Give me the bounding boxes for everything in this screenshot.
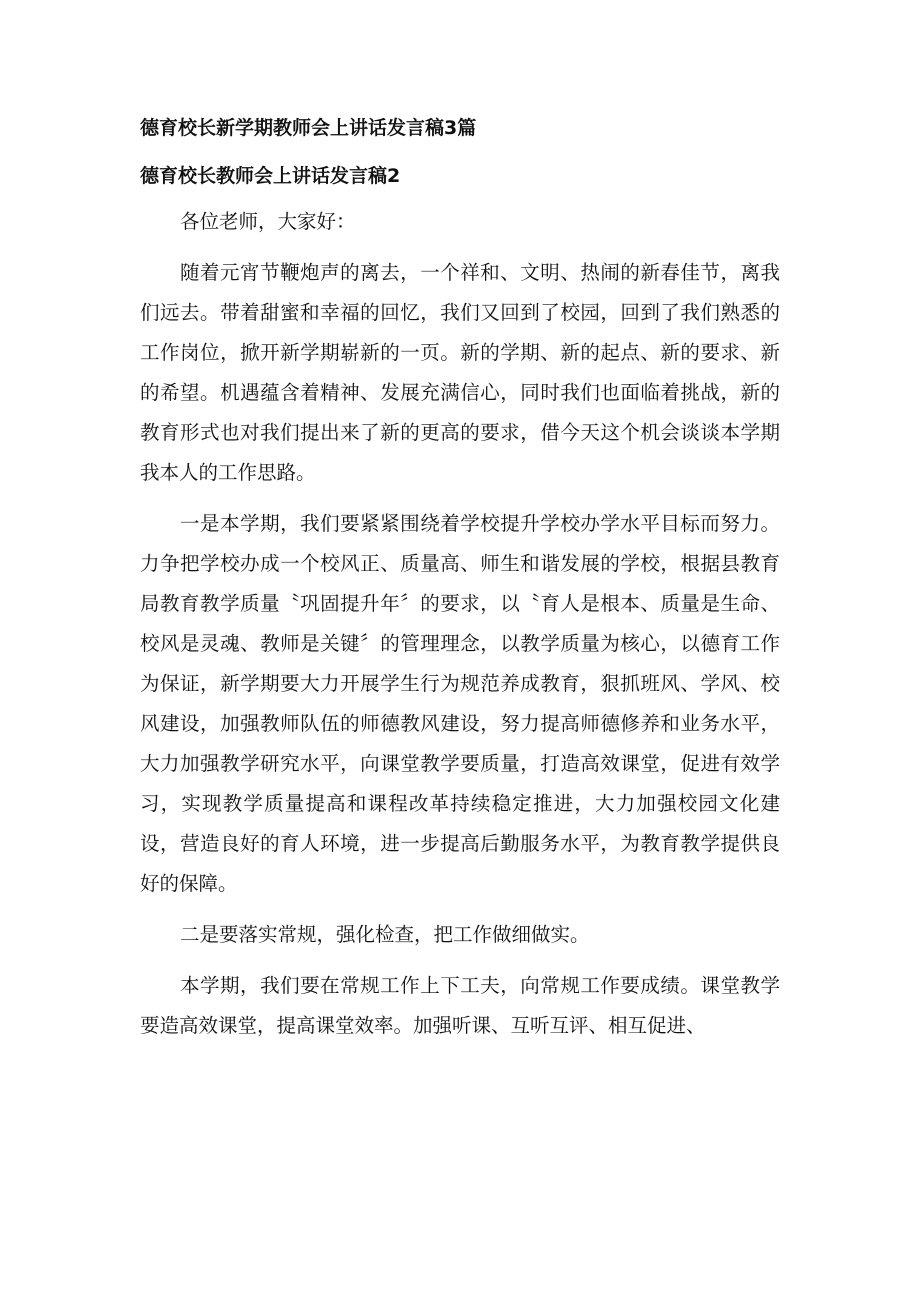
- document-body: [140, 114, 780, 1057]
- paragraph-point-two: 二是要落实常规，强化检查，把工作做细做实。: [180, 923, 590, 946]
- paragraph-routine-work: 本学期，我们要在常规工作上下工夫，向常规工作要成绩。课堂教学要造高效课堂，提高课堂效率。加强听课、互听互评、相互促进、: [140, 974, 780, 1037]
- paragraph-greeting: 各位老师，大家好：: [180, 210, 356, 233]
- section-title: 德育校长教师会上讲话发言稿2: [140, 165, 401, 187]
- paragraph-point-one: 一是本学期，我们要紧紧围绕着学校提升学校办学水平目标而努力。力争把学校办成一个校风正、质量高、师生和谐发展的学校，根据县教育局教育教学质量〝巩固提升年〞的要求，以〝育人是根本、质量是生命、校风是灵魂、教师是关键〞的管理理念，以教学质量为核心，以德育工作为保证，新学期要大力开展学生行为规范养成教育，狠抓班风、学风、校风建设，加强教师队伍的师德教风建设，努力提高师德修养和业务水平，大力加强教学研究水平，向课堂教学要质量，打造高效课堂，促进有效学习，实现教学质量提高和课程改革持续稳定推进，大力加强校园文化建设，营造良好的育人环境，进一步提高后勤服务水平，为教育教学提供良好的保障。: [140, 512, 780, 895]
- document-title: 德育校长新学期教师会上讲话发言稿3篇: [140, 117, 477, 139]
- paragraph-intro: 随着元宵节鞭炮声的离去，一个祥和、文明、热闹的新春佳节，离我们远去。带着甜蜜和幸福的回忆，我们又回到了校园，回到了我们熟悉的工作岗位，掀开新学期崭新的一页。新的学期、新的起点、新的要求、新的希望。机遇蕴含着精神、发展充满信心，同时我们也面临着挑战，新的教育形式也对我们提出来了新的更高的要求，借今天这个机会谈谈本学期我本人的工作思路。: [140, 261, 780, 484]
